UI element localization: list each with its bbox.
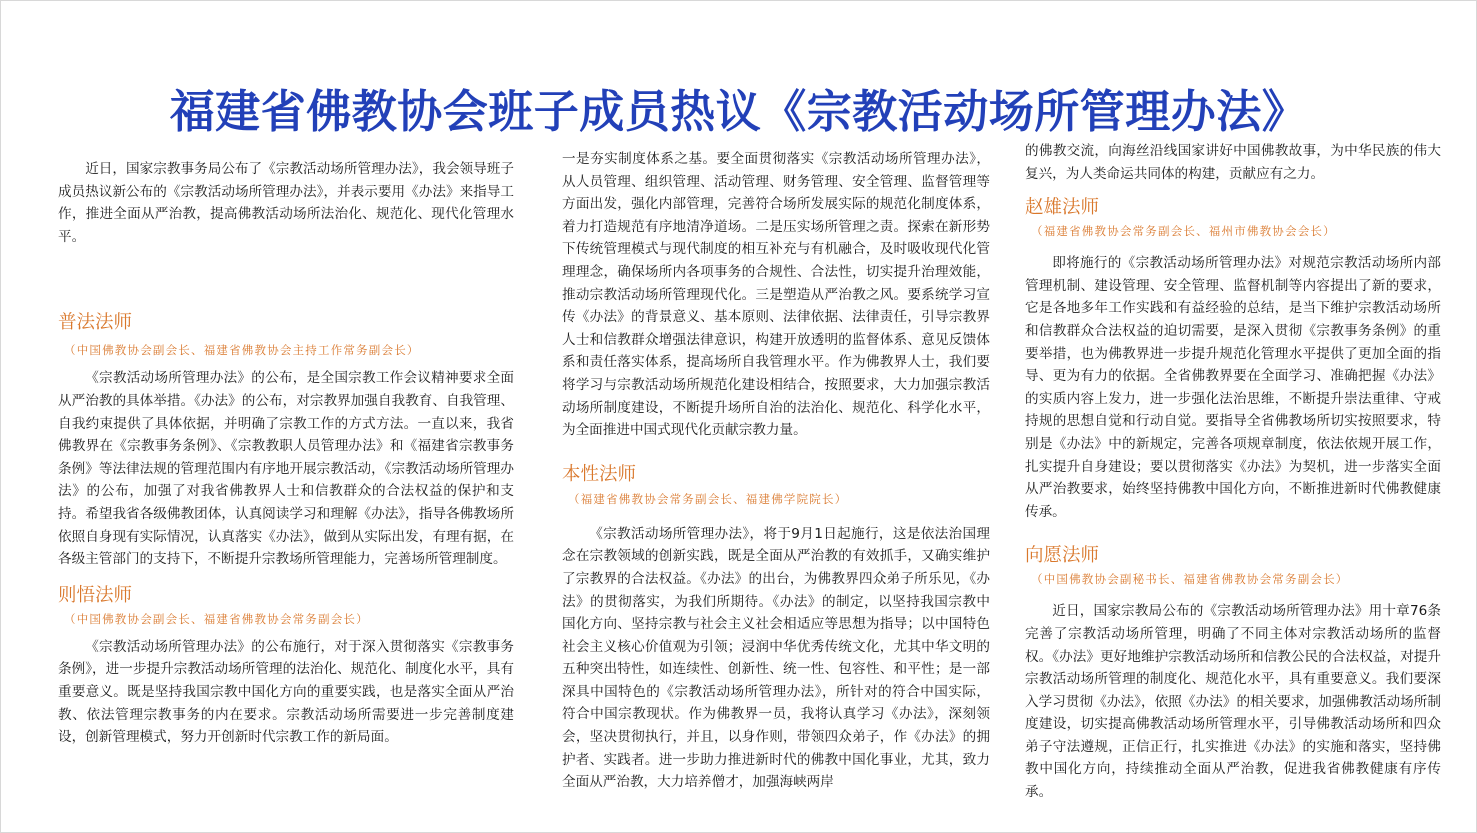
page-title: 福建省佛教协会班子成员热议《宗教活动场所管理办法》 bbox=[169, 85, 1308, 139]
speaker-name-zhaoxiong: 赵雄法师 bbox=[1025, 197, 1100, 219]
speaker-name-benxing: 本性法师 bbox=[562, 463, 637, 485]
speaker-role-zewu: （中国佛教协会副会长、福建省佛教协会常务副会长） bbox=[64, 611, 369, 626]
speaker-text-zewu: 《宗教活动场所管理办法》的公布施行，对于深入贯彻落实《宗教事务条例》，进一步提升宗教活动场所管理的法治化、规范化、制度化水平，具有重要意义。既是坚持我国宗教中国化方向的重要实践，也是落实全面从严治教、依法管理宗教事务的内在要求。宗教活动场所需要进一步完善制度建设，创新管理模式，努力开创新时代宗教工作的新局面。 bbox=[58, 638, 514, 746]
speaker-role-zhaoxiong: （福建省佛教协会常务副会长、福州市佛教协会会长） bbox=[1031, 224, 1336, 239]
intro-paragraph: 近日，国家宗教事务局公布了《宗教活动场所管理办法》，我会领导班子成员热议新公布的《宗教活动场所管理办法》，并表示要用《办法》来指导工作，推进全面从严治教，提高佛教活动场所法治化、规范化、现代化管理水平。 bbox=[58, 161, 514, 245]
column-middle bbox=[562, 148, 990, 794]
speaker-text-pufa: 《宗教活动场所管理办法》的公布，是全国宗教工作会议精神要求全面从严治教的具体举措。《办法》的公布，对宗教界加强自我教育、自我管理、自我约束提供了具体依据，并明确了宗教工作的方式方法。一直以来，我省佛教界在《宗教事务条例》、《宗教教职人员管理办法》和《福建省宗教事务条例》等法律法规的管理范围内有序地开展宗教活动，《宗教活动场所管理办法》的公布，加强了对我省佛教界人士和信教群众的合法权益的保护和支持。希望我省各级佛教团体，认真阅读学习和理解《办法》，指导各佛教场所依照自身现有实际情况，认真落实《办法》，做到从实际出发，有理有据，在各级主管部门的支持下，不断提升宗教场所管理能力，完善场所管理制度。 bbox=[58, 370, 514, 568]
speaker-text-benxing-continued: 的佛教交流，向海丝沿线国家讲好中国佛教故事，为中华民族的伟大复兴，为人类命运共同体的构建，贡献应有之力。 bbox=[1025, 143, 1441, 182]
speaker-name-pufa: 普法法师 bbox=[58, 312, 133, 334]
speaker-name-zewu: 则悟法师 bbox=[58, 584, 133, 606]
speaker-text-zewu-continued: 一是夯实制度体系之基。要全面贯彻落实《宗教活动场所管理办法》，从人员管理、组织管理、活动管理、财务管理、安全管理、监督管理等方面出发，强化内部管理，完善符合场所发展实际的规范化制度体系，着力打造规范有序地清净道场。二是压实场所管理之责。探索在新形势下传统管理模式与现代制度的相互补充与有机融合，及时吸收现代化管理理念，确保场所内各项事务的合规性、合法性，切实提升治理效能，推动宗教活动场所管理现代化。三是塑造从严治教之风。要系统学习宣传《办法》的背景意义、基本原则、法律依据、法律责任，引导宗教界人士和信教群众增强法律意识，构建开放透明的监督体系、意见反馈体系和责任落实体系，提高场所自我管理水平。作为佛教界人士，我们要将学习与宗教活动场所规范化建设相结合，按照要求，大力加强宗教活动场所制度建设，不断提升场所自治的法治化、规范化、科学化水平，为全面推进中国式现代化贡献宗教力量。 bbox=[562, 151, 990, 439]
speaker-role-pufa: （中国佛教协会副会长、福建省佛教协会主持工作常务副会长） bbox=[64, 343, 420, 358]
speaker-role-benxing: （福建省佛教协会常务副会长、福建佛学院院长） bbox=[568, 491, 848, 506]
speaker-name-xiangyuan: 向愿法师 bbox=[1025, 545, 1100, 567]
speaker-text-zhaoxiong: 即将施行的《宗教活动场所管理办法》对规范宗教活动场所内部管理机制、建设管理、安全管理、监督机制等内容提出了新的要求，它是各地多年工作实践和有益经验的总结，是当下维护宗教活动场所和信教群众合法权益的迫切需要，是深入贯彻《宗教事务条例》的重要举措，也为佛教界进一步提升规范化管理水平提供了更加全面的指导、更为有力的依据。全省佛教界要在全面学习、准确把握《办法》的实质内容上发力，进一步强化法治思维，不断提升崇法重律、守戒持规的思想自觉和行动自觉。要指导全省佛教场所切实按照要求，特别是《办法》中的新规定，完善各项规章制度，依法依规开展工作，扎实提升自身建设；要以贯彻落实《办法》为契机，进一步落实全面从严治教要求，始终坚持佛教中国化方向，不断推进新时代佛教健康传承。 bbox=[1025, 255, 1441, 520]
speaker-text-xiangyuan: 近日，国家宗教局公布的《宗教活动场所管理办法》用十章76条完善了宗教活动场所管理，明确了不同主体对宗教活动场所的监督权。《办法》更好地维护宗教活动场所和信教公民的合法权益，对提升宗教活动场所管理的制度化、规范化水平，具有重要意义。我们要深入学习贯彻《办法》，依照《办法》的相关要求，加强佛教活动场所制度建设，切实提高佛教活动场所管理水平，引导佛教活动场所和四众弟子守法遵规，正信正行，扎实推进《办法》的实施和落实，坚持佛教中国化方向，持续推动全面从严治教，促进我省佛教健康有序传承。 bbox=[1025, 603, 1441, 801]
speaker-role-xiangyuan: （中国佛教协会副秘书长、福建省佛教协会常务副会长） bbox=[1031, 572, 1349, 587]
column-left bbox=[58, 158, 514, 749]
speaker-text-benxing: 《宗教活动场所管理办法》，将于9月1日起施行，这是依法治国理念在宗教领域的创新实践，既是全面从严治教的有效抓手，又确实维护了宗教界的合法权益。《办法》的出台，为佛教界四众弟子所乐见，《办法》的贯彻落实，为我们所期待。《办法》的制定，以坚持我国宗教中国化方向、坚持宗教与社会主义社会相适应等思想为指导；以中国特色社会主义核心价值观为引领；浸润中华优秀传统文化，尤其中华文明的五种突出特性，如连续性、创新性、统一性、包容性、和平性；是一部深具中国特色的《宗教活动场所管理办法》，所针对的符合中国实际，符合中国宗教现状。作为佛教界一员，我将认真学习《办法》，深刻领会，坚决贯彻执行，并且，以身作则，带领四众弟子，作《办法》的拥护者、实践者。进一步助力推进新时代的佛教中国化事业，尤其，致力全面从严治教，大力培养僧才，加强海峡两岸 bbox=[562, 525, 990, 791]
column-right bbox=[1025, 140, 1441, 804]
